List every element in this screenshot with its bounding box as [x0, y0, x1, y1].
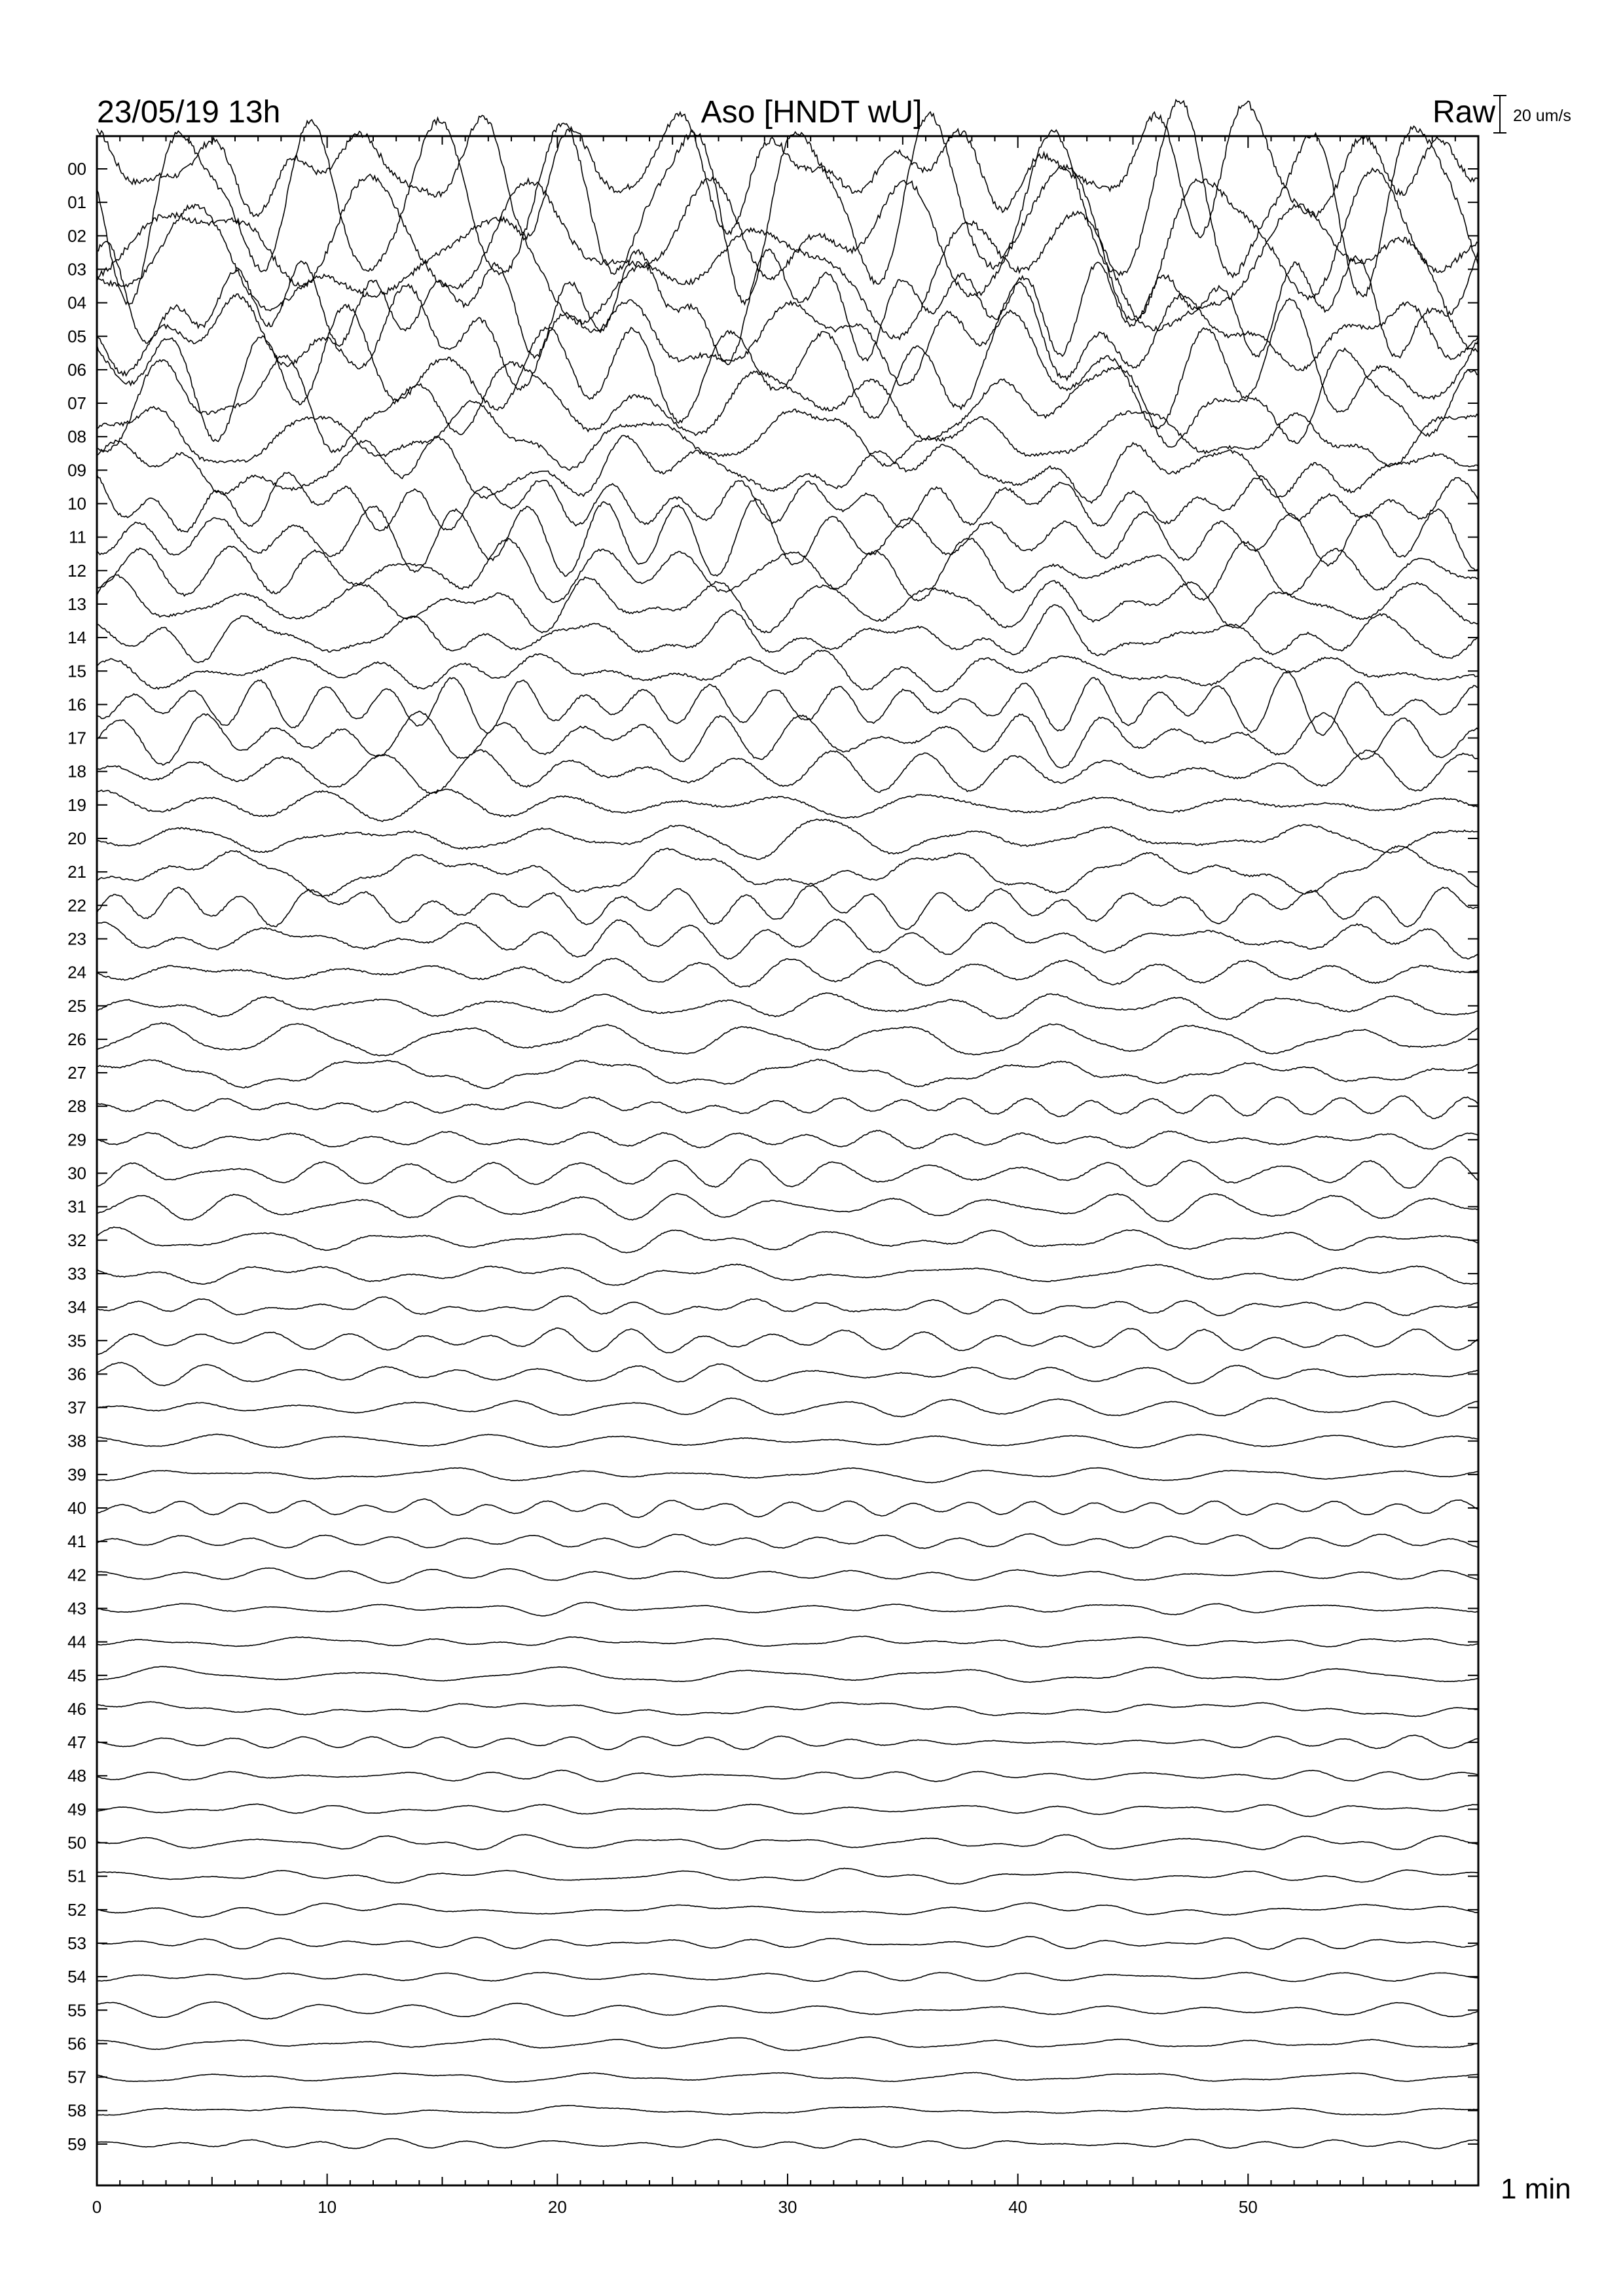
y-tick-label: 37: [67, 1397, 86, 1418]
y-tick-label: 45: [67, 1665, 86, 1685]
trace-line: [97, 993, 1478, 1020]
trace-line: [97, 2106, 1478, 2115]
trace-line: [97, 1130, 1478, 1149]
x-tick-label: 40: [1008, 2197, 1028, 2217]
y-tick-label: 12: [67, 560, 86, 581]
trace-line: [97, 101, 1478, 239]
trace-line: [97, 1702, 1478, 1717]
trace-line: [97, 711, 1478, 768]
trace-line: [97, 1398, 1478, 1417]
x-tick-label: 0: [92, 2197, 102, 2217]
y-tick-label: 28: [67, 1096, 86, 1117]
y-tick-label: 19: [67, 795, 86, 815]
trace-line: [97, 1602, 1478, 1616]
y-tick-label: 24: [67, 962, 86, 982]
y-tick-label: 47: [67, 1732, 86, 1753]
trace-line: [97, 1804, 1478, 1816]
y-tick-label: 22: [67, 895, 86, 916]
y-tick-label: 52: [67, 1899, 86, 1920]
y-tick-label: 48: [67, 1766, 86, 1786]
trace-line: [97, 846, 1478, 897]
y-tick-label: 58: [67, 2100, 86, 2121]
y-tick-label: 53: [67, 1933, 86, 1953]
trace-line: [97, 1328, 1478, 1354]
trace-line: [97, 204, 1478, 353]
trace-line: [97, 1568, 1478, 1583]
y-tick-label: 18: [67, 761, 86, 781]
trace-line: [97, 2002, 1478, 2019]
y-tick-label: 50: [67, 1833, 86, 1853]
y-tick-label: 23: [67, 929, 86, 949]
mode-label: Raw: [1432, 95, 1495, 130]
y-tick-label: 59: [67, 2134, 86, 2154]
y-tick-label: 54: [67, 1967, 86, 1987]
y-tick-label: 42: [67, 1565, 86, 1585]
trace-line: [97, 1363, 1478, 1386]
trace-line: [97, 1937, 1478, 1950]
y-tick-label: 31: [67, 1196, 86, 1217]
trace-line: [97, 1534, 1478, 1549]
trace-line: [97, 1903, 1478, 1917]
x-tick-label: 10: [318, 2197, 337, 2217]
y-tick-label: 46: [67, 1698, 86, 1719]
y-tick-label: 07: [67, 393, 86, 414]
y-tick-label: 34: [67, 1297, 86, 1318]
trace-line: [97, 1868, 1478, 1884]
trace-line: [97, 1264, 1478, 1285]
x-tick-label: 50: [1238, 2197, 1258, 2217]
trace-line: [97, 1770, 1478, 1782]
y-tick-label: 06: [67, 359, 86, 380]
y-tick-label: 15: [67, 661, 86, 681]
trace-line: [97, 2037, 1478, 2051]
amplitude-scale-label: 20 um/s: [1513, 107, 1571, 125]
trace-line: [97, 1971, 1478, 1982]
trace-line: [97, 886, 1478, 930]
y-tick-label: 30: [67, 1163, 86, 1183]
trace-line: [97, 920, 1478, 960]
y-tick-label: 49: [67, 1799, 86, 1820]
y-tick-label: 40: [67, 1498, 86, 1518]
trace-line: [97, 819, 1478, 860]
y-tick-label: 56: [67, 2034, 86, 2054]
trace-line: [97, 2072, 1478, 2082]
y-tick-label: 55: [67, 2000, 86, 2020]
station-title: Aso [HNDT wU]: [701, 95, 922, 130]
trace-line: [97, 1468, 1478, 1483]
trace-line: [97, 165, 1478, 321]
trace-line: [97, 499, 1478, 577]
y-tick-label: 41: [67, 1532, 86, 1552]
y-tick-label: 11: [69, 527, 86, 547]
trace-line: [97, 651, 1478, 692]
y-tick-label: 13: [67, 594, 86, 614]
y-tick-label: 05: [67, 326, 86, 346]
y-tick-label: 00: [67, 159, 86, 179]
trace-line: [97, 539, 1478, 603]
y-tick-label: 17: [67, 728, 86, 748]
y-tick-label: 02: [67, 226, 86, 246]
plot-frame: [97, 136, 1478, 2185]
y-tick-label: 38: [67, 1431, 86, 1451]
y-tick-label: 08: [67, 427, 86, 447]
y-tick-label: 20: [67, 829, 86, 848]
y-tick-label: 39: [67, 1464, 86, 1484]
y-tick-label: 36: [67, 1364, 86, 1384]
trace-line: [97, 575, 1478, 633]
trace-line: [97, 1227, 1478, 1253]
y-tick-label: 03: [67, 259, 86, 279]
trace-line: [97, 1499, 1478, 1518]
trace-line: [97, 1835, 1478, 1850]
trace-line: [97, 1636, 1478, 1647]
date-hour-label: 23/05/19 13h: [97, 95, 281, 130]
trace-line: [97, 401, 1478, 470]
trace-line: [97, 1666, 1478, 1682]
trace-line: [97, 2139, 1478, 2149]
y-tick-label: 16: [67, 694, 86, 715]
x-tick-label: 20: [547, 2197, 567, 2217]
trace-line: [97, 1193, 1478, 1221]
trace-line: [97, 435, 1478, 503]
trace-line: [97, 789, 1478, 821]
y-tick-label: 14: [67, 628, 86, 648]
y-tick-label: 01: [67, 192, 86, 213]
y-tick-label: 21: [67, 862, 86, 882]
y-tick-label: 10: [67, 493, 86, 514]
y-tick-label: 09: [67, 460, 86, 480]
y-tick-label: 26: [67, 1029, 86, 1049]
trace-line: [97, 1059, 1478, 1088]
trace-line: [97, 958, 1478, 987]
trace-line: [97, 750, 1478, 794]
x-unit-label: 1 min: [1501, 2173, 1571, 2205]
trace-line: [97, 100, 1478, 304]
y-tick-label: 43: [67, 1598, 86, 1619]
trace-line: [97, 1157, 1478, 1189]
y-tick-label: 35: [67, 1331, 86, 1351]
trace-line: [97, 1735, 1478, 1749]
x-tick-label: 30: [778, 2197, 797, 2217]
trace-line: [97, 473, 1478, 532]
trace-line: [97, 1296, 1478, 1316]
y-tick-label: 33: [67, 1263, 86, 1283]
y-tick-label: 27: [67, 1063, 86, 1083]
y-tick-label: 44: [67, 1632, 86, 1652]
trace-line: [97, 1434, 1478, 1448]
trace-line: [97, 298, 1478, 441]
y-tick-label: 25: [67, 996, 86, 1016]
trace-line: [97, 1023, 1478, 1056]
y-tick-label: 57: [67, 2067, 86, 2087]
y-tick-label: 29: [67, 1130, 86, 1150]
y-tick-label: 04: [67, 293, 86, 313]
trace-line: [97, 1095, 1478, 1119]
y-tick-label: 32: [67, 1230, 86, 1250]
y-tick-label: 51: [67, 1866, 86, 1886]
